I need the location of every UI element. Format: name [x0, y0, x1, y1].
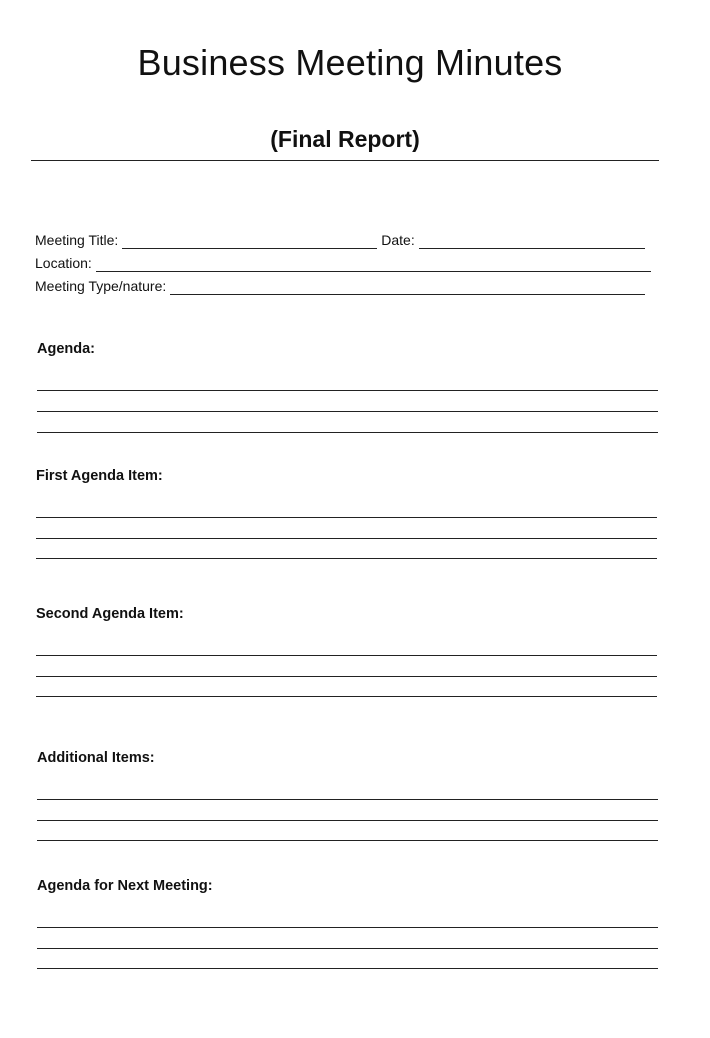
next-meeting-line-1[interactable]: [37, 927, 658, 928]
additional-items-line-1[interactable]: [37, 799, 658, 800]
next-meeting-agenda-heading: Agenda for Next Meeting:: [37, 878, 213, 894]
location-label: Location:: [35, 255, 92, 271]
first-agenda-line-1[interactable]: [36, 517, 657, 518]
first-agenda-line-3[interactable]: [36, 558, 657, 559]
agenda-line-3[interactable]: [37, 432, 658, 433]
date-label: Date:: [381, 232, 415, 248]
location-row: [35, 254, 651, 272]
location-field[interactable]: [96, 257, 651, 272]
header-divider: [31, 160, 659, 161]
additional-items-heading: Additional Items:: [37, 750, 155, 766]
document-title: Business Meeting Minutes: [137, 42, 563, 83]
meeting-title-field[interactable]: [122, 234, 377, 249]
agenda-line-2[interactable]: [37, 411, 658, 412]
agenda-line-1[interactable]: [37, 390, 658, 391]
meeting-type-field[interactable]: [170, 280, 645, 295]
next-meeting-line-2[interactable]: [37, 948, 658, 949]
meeting-title-row: [35, 231, 655, 249]
agenda-heading: Agenda:: [37, 341, 95, 357]
additional-items-line-3[interactable]: [37, 840, 658, 841]
date-field[interactable]: [419, 234, 645, 249]
first-agenda-line-2[interactable]: [36, 538, 657, 539]
meeting-type-label: Meeting Type/nature:: [35, 278, 167, 294]
meeting-title-label: Meeting Title:: [35, 232, 119, 248]
second-agenda-line-3[interactable]: [36, 696, 657, 697]
second-agenda-item-heading: Second Agenda Item:: [36, 606, 184, 622]
second-agenda-line-1[interactable]: [36, 655, 657, 656]
first-agenda-item-heading: First Agenda Item:: [36, 468, 163, 484]
next-meeting-line-3[interactable]: [37, 968, 658, 969]
additional-items-line-2[interactable]: [37, 820, 658, 821]
meeting-type-row: [35, 277, 645, 295]
second-agenda-line-2[interactable]: [36, 676, 657, 677]
document-subtitle: (Final Report): [270, 126, 420, 152]
